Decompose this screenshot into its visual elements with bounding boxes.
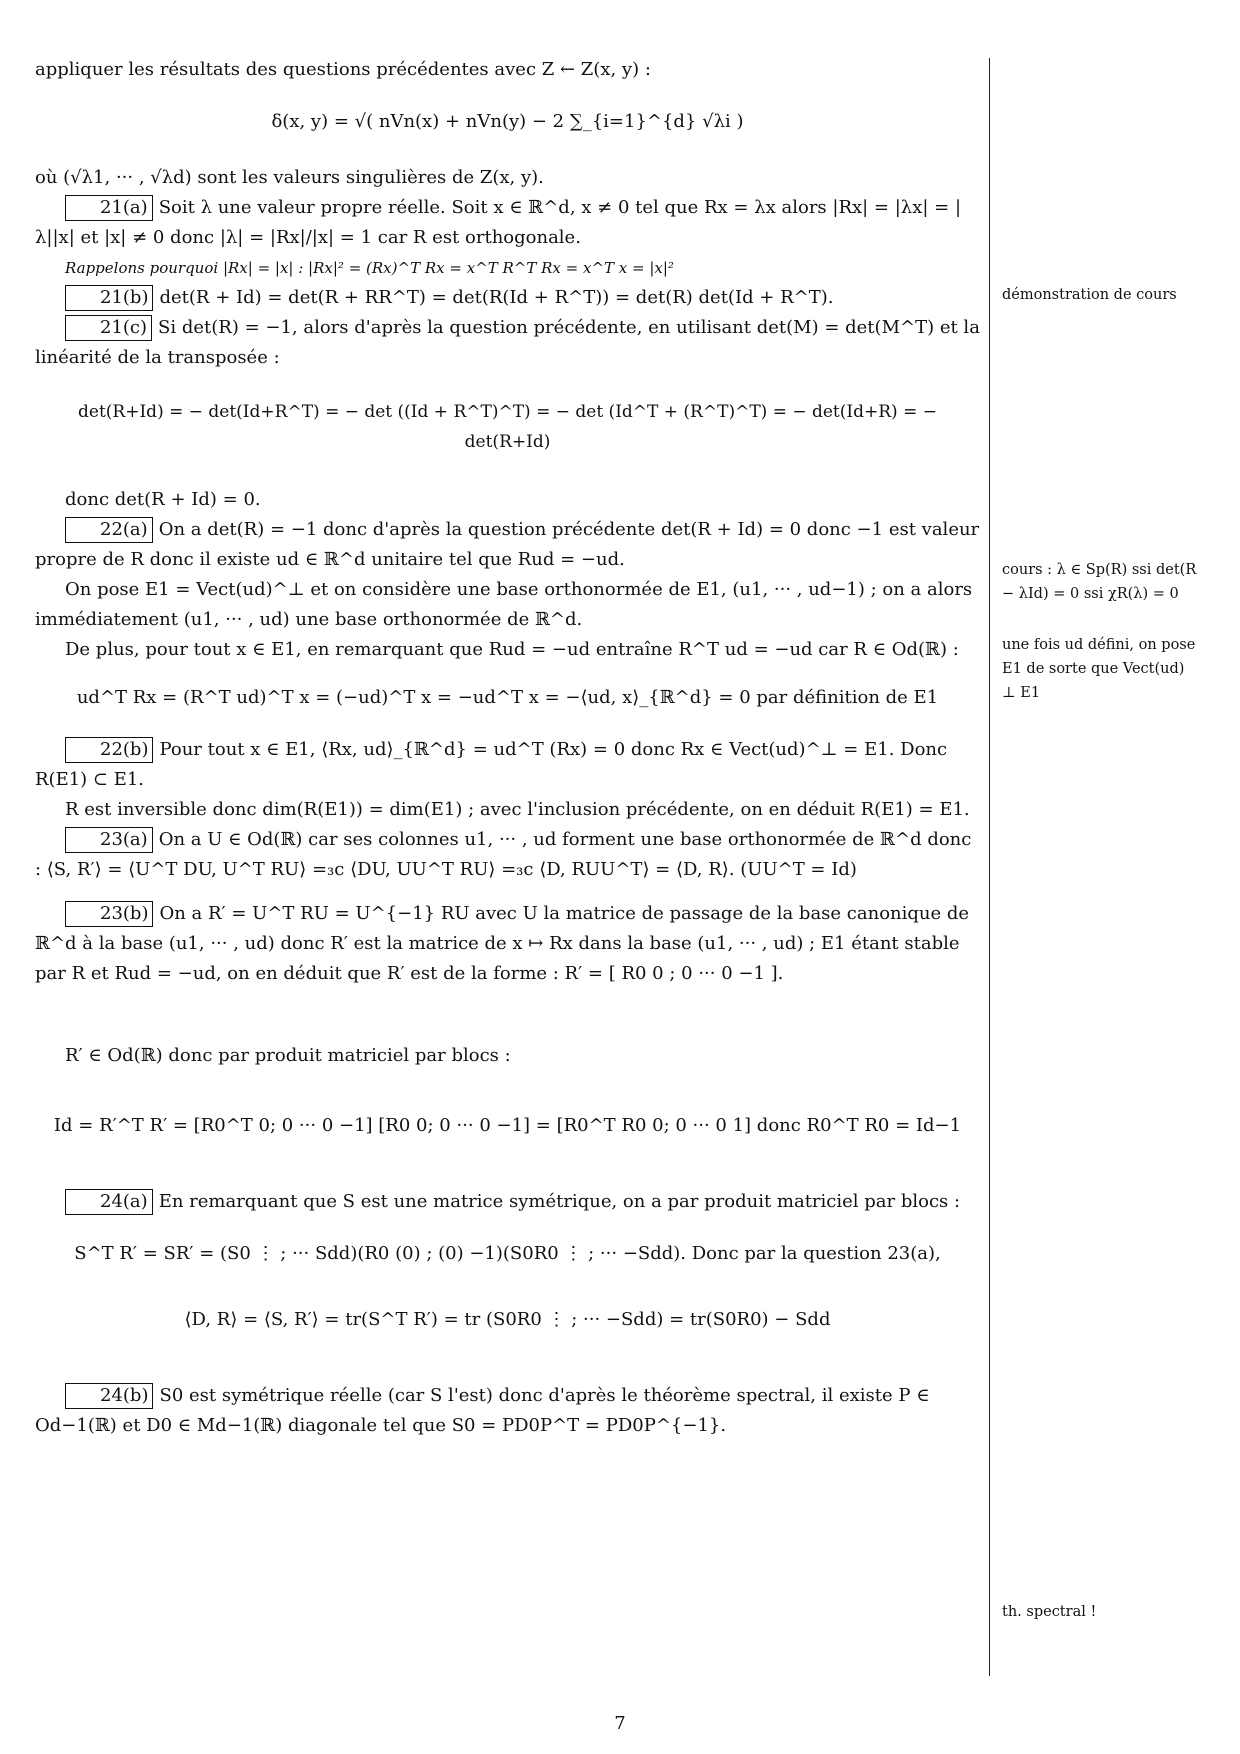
body-text: où (√λ1, ··· , √λd) sont les valeurs singulières de Z(x, y). <box>35 167 544 188</box>
question-label: 21(a) <box>65 195 153 221</box>
question-label: 21(b) <box>65 285 153 311</box>
question-text: Si det(R) = −1, alors d'après la question précédente, en utilisant det(M) = det(M^T) et la linéarité de la transposée : <box>35 317 980 368</box>
question-21a <box>35 193 980 253</box>
question-label: 22(b) <box>65 737 153 763</box>
body-text: appliquer les résultats des questions précédentes avec Z ← Z(x, y) : <box>35 59 651 80</box>
body-text: donc det(R + Id) = 0. <box>65 489 261 510</box>
margin-note: th. spectral ! <box>1002 1604 1097 1620</box>
question-text: det(R + Id) = det(R + RR^T) = det(R(Id + R^T)) = det(R) det(Id + R^T). <box>159 287 834 308</box>
question-22a <box>35 515 980 575</box>
body-text: On pose E1 = Vect(ud)^⊥ et on considère une base orthonormée de E1, (u1, ··· , ud−1) ; on a alors immédiatement (u1, ··· , ud) une base orthonormée de ℝ^d. <box>35 579 973 630</box>
margin-note: démonstration de cours <box>1002 287 1177 303</box>
question-label: 24(b) <box>65 1383 153 1409</box>
question-24a <box>35 1187 980 1217</box>
question-text: On a U ∈ Od(ℝ) car ses colonnes u1, ··· , ud forment une base orthonormée de ℝ^d donc : ⟨S, R′⟩ = ⟨U^T DU, U^T RU⟩ =₃c ⟨DU, UU^T RU⟩ =₃c ⟨D, RUU^T⟩ = ⟨D, R⟩. (UU^T = Id) <box>35 829 972 880</box>
question-text: S0 est symétrique réelle (car S l'est) donc d'après le théorème spectral, il existe P ∈ Od−1(ℝ) et D0 ∈ Md−1(ℝ) diagonale tel que S0 = PD0P^T = PD0P^{−1}. <box>35 1385 930 1436</box>
question-text: On a det(R) = −1 donc d'après la question précédente det(R + Id) = 0 donc −1 est valeur propre de R donc il existe ud ∈ ℝ^d unitaire tel que Rud = −ud. <box>35 519 980 570</box>
margin-note: cours : λ ∈ Sp(R) ssi det(R − λId) = 0 ssi χR(λ) = 0 <box>1002 562 1197 602</box>
question-label: 21(c) <box>65 315 152 341</box>
body-text: R′ ∈ Od(ℝ) donc par produit matriciel par blocs : <box>65 1045 511 1066</box>
display-equation: det(R+Id) = − det(Id+R^T) = − det ((Id + R^T)^T) = − det (Id^T + (R^T)^T) = − det(Id+R) = − det(R+Id) <box>78 402 937 452</box>
question-23a <box>35 825 980 885</box>
display-equation: ud^T Rx = (R^T ud)^T x = (−ud)^T x = −ud^T x = −⟨ud, x⟩_{ℝ^d} = 0 par définition de E1 <box>76 687 939 708</box>
question-text: Soit λ une valeur propre réelle. Soit x ∈ ℝ^d, x ≠ 0 tel que Rx = λx alors |Rx| = |λx| = |λ||x| et |x| ≠ 0 donc |λ| = |Rx|/|x| = 1 car R est orthogonale. <box>35 197 962 248</box>
question-label: 23(b) <box>65 901 153 927</box>
display-equation: ⟨D, R⟩ = ⟨S, R′⟩ = tr(S^T R′) = tr (S0R0 ⋮ ; ··· −Sdd) = tr(S0R0) − Sdd <box>184 1309 831 1330</box>
question-label: 22(a) <box>65 517 153 543</box>
body-text: De plus, pour tout x ∈ E1, en remarquant que Rud = −ud entraîne R^T ud = −ud car R ∈ Od(ℝ) : <box>65 639 959 660</box>
question-21b <box>35 283 980 313</box>
question-label: 24(a) <box>65 1189 153 1215</box>
question-24b <box>35 1381 980 1441</box>
display-equation: S^T R′ = SR′ = (S0 ⋮ ; ··· Sdd)(R0 (0) ; (0) −1)(S0R0 ⋮ ; ··· −Sdd). Donc par la question 23(a), <box>74 1243 941 1264</box>
question-text: On a R′ = U^T RU = U^{−1} RU avec U la matrice de passage de la base canonique de ℝ^d à la base (u1, ··· , ud) donc R′ est la matrice de x ↦ Rx dans la base (u1, ··· , ud) ; E1 étant stable par R et Rud = −ud, on en déduit que R′ est de la forme : R′ = [ R0 0 ; 0 ··· 0 −1 ]. <box>35 903 970 984</box>
margin-rule <box>989 58 990 1676</box>
question-text: Pour tout x ∈ E1, ⟨Rx, ud⟩_{ℝ^d} = ud^T (Rx) = 0 donc Rx ∈ Vect(ud)^⊥ = E1. Donc R(E1) ⊂ E1. <box>35 739 948 790</box>
margin-note: une fois ud défini, on pose E1 de sorte que Vect(ud) ⊥ E1 <box>1002 637 1196 701</box>
page-number: 7 <box>614 1713 626 1734</box>
body-text: Rappelons pourquoi |Rx| = |x| : |Rx|² = (Rx)^T Rx = x^T R^T Rx = x^T x = |x|² <box>65 259 674 277</box>
question-text: En remarquant que S est une matrice symétrique, on a par produit matriciel par blocs : <box>158 1191 961 1212</box>
body-text: R est inversible donc dim(R(E1)) = dim(E1) ; avec l'inclusion précédente, on en déduit R(E1) = E1. <box>65 799 970 820</box>
question-23b <box>35 899 980 989</box>
display-equation: δ(x, y) = √( nVn(x) + nVn(y) − 2 ∑_{i=1}^{d} √λi ) <box>271 111 744 132</box>
question-21c <box>35 313 980 373</box>
question-22b <box>35 735 980 795</box>
display-equation: Id = R′^T R′ = [R0^T 0; 0 ··· 0 −1] [R0 0; 0 ··· 0 −1] = [R0^T R0 0; 0 ··· 0 1] donc R0^T R0 = Id−1 <box>53 1115 962 1136</box>
question-label: 23(a) <box>65 827 153 853</box>
main-column <box>35 55 980 1441</box>
